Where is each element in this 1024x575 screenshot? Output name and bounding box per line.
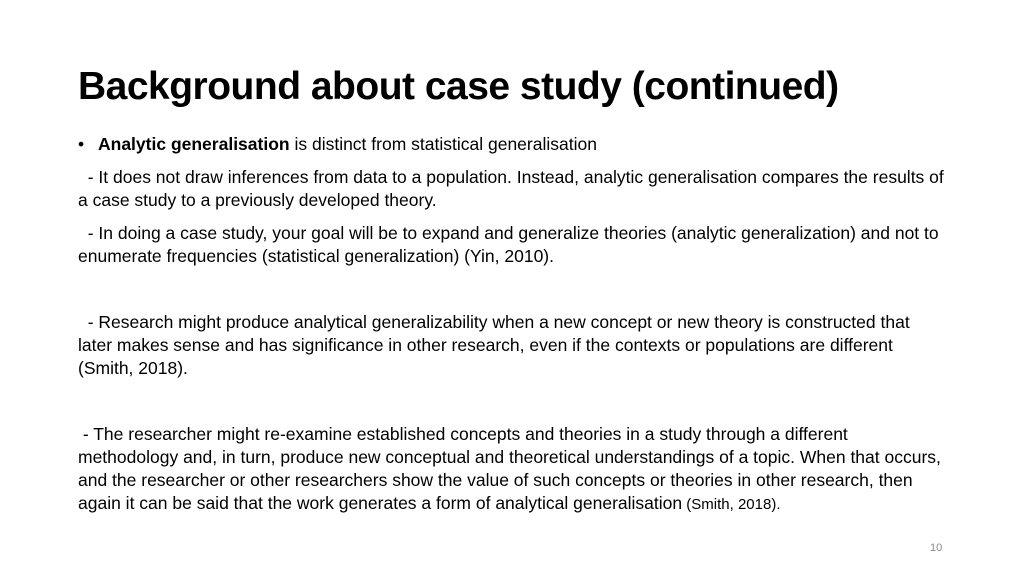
- bullet-item: [78, 133, 948, 156]
- paragraph-2: - In doing a case study, your goal will be to expand and generalize theories (analytic generalization) and not to enumerate frequencies (statistical generalization) (Yin, 2010).: [78, 223, 939, 266]
- bullet-bold-term: Analytic generalisation: [98, 134, 290, 154]
- paragraph-4-citation: (Smith, 2018).: [682, 496, 781, 513]
- page-number: 10: [930, 542, 943, 554]
- paragraph-1: - It does not draw inferences from data to a population. Instead, analytic generalisation compares the results of a case study to a previously developed theory.: [78, 167, 944, 210]
- paragraph-4: [78, 423, 948, 516]
- paragraph-4-main: - The researcher might re-examine established concepts and theories in a study through a different methodology and, in turn, produce new conceptual and theoretical understandings of a topic. When that occurs, and the researcher or other researchers show the value of such concepts or theories in other research, then again it can be said that the work generates a form of analytical generalisation: [78, 424, 941, 513]
- bullet-rest: is distinct from statistical generalisation: [289, 134, 597, 154]
- slide-content: [78, 133, 948, 526]
- paragraph-3: - Research might produce analytical generalizability when a new concept or new theory is constructed that later makes sense and has significance in other research, even if the contexts or populations are different (Smith, 2018).: [78, 312, 910, 378]
- slide-title: Background about case study (continued): [78, 65, 839, 108]
- bullet-text: [98, 133, 597, 156]
- bullet-dot-icon: •: [78, 134, 85, 154]
